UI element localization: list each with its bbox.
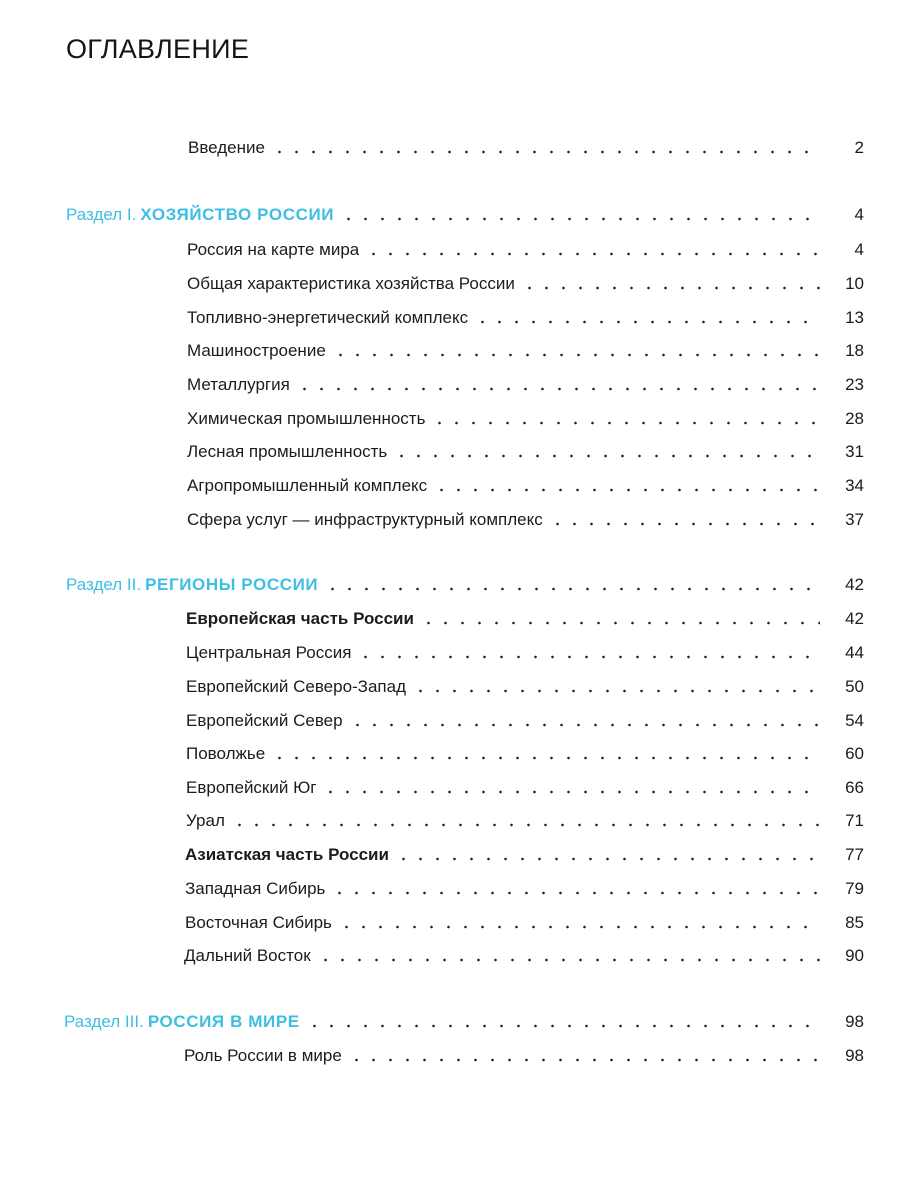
dot-leader: [340, 216, 820, 222]
dot-leader: [271, 755, 820, 761]
section-prefix: Раздел I.: [66, 205, 137, 224]
toc-page-number: 13: [845, 308, 864, 327]
dot-leader: [412, 688, 820, 694]
toc-page-number: 34: [845, 476, 864, 495]
toc-page-number: 98: [845, 1046, 864, 1065]
toc-entry-label: Агропромышленный комплекс: [187, 476, 428, 495]
dot-leader: [271, 149, 820, 155]
toc-page-number: 79: [845, 879, 864, 898]
toc-page-number: 18: [845, 341, 864, 360]
dot-leader: [357, 654, 820, 660]
section-title: РЕГИОНЫ РОССИИ: [145, 575, 319, 594]
toc-entry-label: Топливно-энергетический комплекс: [187, 308, 469, 327]
toc-entry-label: Урал: [186, 811, 225, 830]
toc-entry-label: Азиатская часть России: [185, 845, 389, 864]
toc-entry[interactable]: [184, 1046, 864, 1066]
toc-subsection-asian[interactable]: [185, 845, 864, 865]
toc-entry-label: Машиностроение: [187, 341, 326, 360]
toc-section-2[interactable]: [66, 575, 864, 595]
toc-entry[interactable]: [186, 778, 864, 798]
toc-entry-intro[interactable]: [188, 138, 864, 158]
toc-entry[interactable]: [184, 946, 864, 966]
toc-page-number: 85: [845, 913, 864, 932]
toc-entry-label: Европейский Северо-Запад: [186, 677, 406, 696]
toc-entry-label: Западная Сибирь: [185, 879, 326, 898]
toc-page-number: 98: [845, 1012, 864, 1031]
dot-leader: [420, 620, 820, 626]
dot-leader: [521, 285, 820, 291]
toc-page-number: 10: [845, 274, 864, 293]
toc-entry-label: Европейская часть России: [186, 609, 414, 628]
toc-entry[interactable]: [187, 240, 864, 260]
dot-leader: [393, 453, 820, 459]
toc-page-number: 2: [854, 138, 864, 157]
toc-section-3[interactable]: [64, 1012, 864, 1032]
dot-leader: [306, 1023, 820, 1029]
dot-leader: [365, 251, 820, 257]
toc-entry-label: Европейский Север: [186, 711, 343, 730]
toc-entry-label: Введение: [188, 138, 265, 157]
dot-leader: [231, 822, 820, 828]
section-title: ХОЗЯЙСТВО РОССИИ: [140, 205, 335, 224]
toc-entry-label: Лесная промышленность: [187, 442, 388, 461]
toc-entry-label: Общая характеристика хозяйства России: [187, 274, 515, 293]
section-prefix: Раздел III.: [64, 1012, 144, 1031]
toc-entry-label: Поволжье: [186, 744, 266, 763]
toc-page-number: 4: [854, 240, 864, 259]
dot-leader: [349, 722, 820, 728]
toc-page-number: 50: [845, 677, 864, 696]
toc-entry[interactable]: [187, 375, 864, 395]
toc-page-number: 42: [845, 609, 864, 628]
toc-entry[interactable]: [186, 744, 864, 764]
dot-leader: [431, 420, 820, 426]
dot-leader: [348, 1057, 820, 1063]
toc-entry-label: Роль России в мире: [184, 1046, 342, 1065]
toc-page-number: 90: [845, 946, 864, 965]
toc-entry[interactable]: [187, 510, 864, 530]
toc-entry[interactable]: [186, 811, 864, 831]
toc-entry-label: Сфера услуг — инфраструктурный комплекс: [187, 510, 543, 529]
toc-entry[interactable]: [187, 409, 864, 429]
toc-entry-label: Металлургия: [187, 375, 290, 394]
toc-entry[interactable]: [187, 274, 864, 294]
page-title: ОГЛАВЛЕНИЕ: [66, 34, 250, 64]
toc-section-1[interactable]: [66, 205, 864, 225]
dot-leader: [317, 957, 820, 963]
toc-page-number: 23: [845, 375, 864, 394]
toc-page-number: 37: [845, 510, 864, 529]
toc-page-number: 66: [845, 778, 864, 797]
toc-entry-label: Восточная Сибирь: [185, 913, 332, 932]
section-prefix: Раздел II.: [66, 575, 142, 594]
dot-leader: [296, 386, 820, 392]
toc-page-number: 42: [845, 575, 864, 594]
toc-entry-label: Европейский Юг: [186, 778, 317, 797]
toc-entry[interactable]: [187, 341, 864, 361]
dot-leader: [338, 924, 820, 930]
toc-page-number: 44: [845, 643, 864, 662]
toc-entry-label: Дальний Восток: [184, 946, 311, 965]
toc-entry[interactable]: [186, 643, 864, 663]
toc-page-number: 4: [854, 205, 864, 224]
toc-entry-label: Химическая промышленность: [187, 409, 426, 428]
section-title: РОССИЯ В МИРЕ: [147, 1012, 300, 1031]
toc-entry[interactable]: [185, 879, 864, 899]
dot-leader: [474, 319, 820, 325]
toc-entry[interactable]: [187, 476, 864, 496]
toc-page-number: 31: [845, 442, 864, 461]
toc-page-number: 77: [845, 845, 864, 864]
dot-leader: [322, 789, 820, 795]
dot-leader: [324, 586, 820, 592]
toc-entry-label: Россия на карте мира: [187, 240, 360, 259]
dot-leader: [549, 521, 820, 527]
toc-page-number: 28: [845, 409, 864, 428]
toc-entry[interactable]: [185, 913, 864, 933]
toc-entry-label: Центральная Россия: [186, 643, 352, 662]
dot-leader: [331, 890, 820, 896]
dot-leader: [433, 487, 820, 493]
toc-page-number: 71: [845, 811, 864, 830]
toc-entry[interactable]: [186, 677, 864, 697]
toc-entry[interactable]: [187, 442, 864, 462]
toc-subsection-european[interactable]: [186, 609, 864, 629]
toc-entry[interactable]: [187, 308, 864, 328]
toc-page-number: 60: [845, 744, 864, 763]
toc-page-number: 54: [845, 711, 864, 730]
toc-entry[interactable]: [186, 711, 864, 731]
dot-leader: [395, 856, 820, 862]
dot-leader: [332, 352, 820, 358]
